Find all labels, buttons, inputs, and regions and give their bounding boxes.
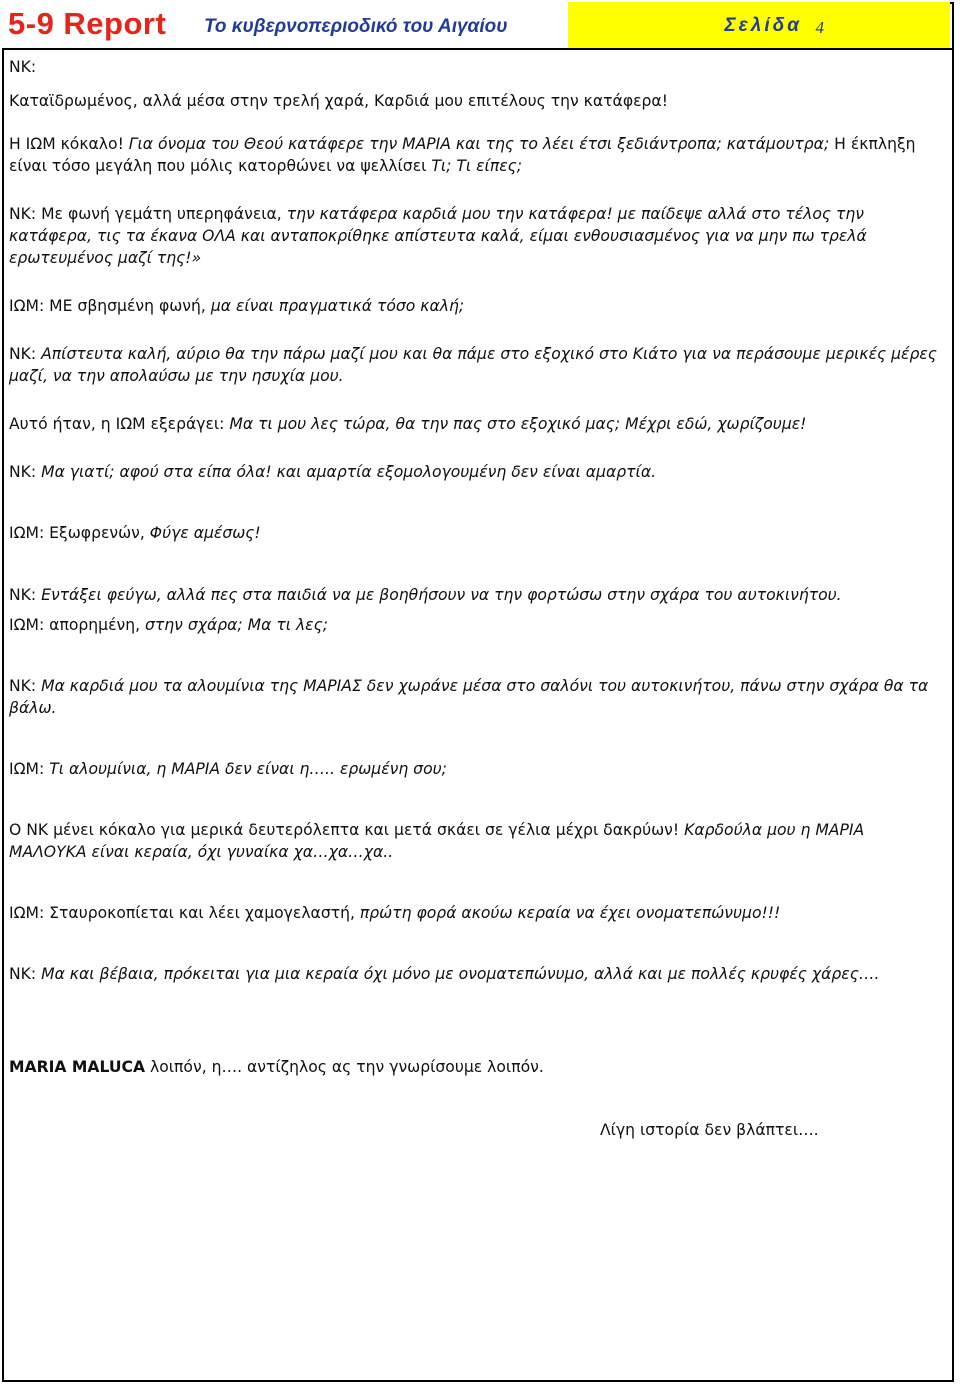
page-number: 4 [815, 18, 824, 37]
paragraph-text: ΝΚ: [9, 677, 42, 695]
paragraph-text: ΙΩΜ: Εξωφρενών, [9, 524, 150, 542]
paragraph-italic: Για όνομα του Θεού κατάφερε την ΜΑΡΙΑ και της το λέει έτσι ξεδιάντροπα; κατάμουτρα; [128, 135, 830, 153]
closing-line [9, 1119, 944, 1141]
paragraph-text: Η έκπληξη είναι τόσο μεγάλη που μόλις κατορθώνει να ψελλίσει [9, 135, 916, 175]
paragraph-text: Αυτό ήταν, η ΙΩΜ εξεράγει: [9, 415, 230, 433]
paragraph-text: Καταϊδρωμένος, αλλά μέσα στην τρελή χαρά, Καρδιά μου επιτέλους την κατάφερα! [9, 92, 668, 110]
paragraph-text: ΝΚ: [9, 965, 42, 983]
paragraph [9, 584, 944, 606]
paragraph-italic: Φύγε αμέσως! [149, 524, 261, 542]
paragraph-text: ΙΩΜ: ΜΕ σβησμένη φωνή, [9, 297, 211, 315]
paragraph-bold: MARIA MALUCA [9, 1058, 146, 1076]
paragraph [9, 963, 944, 985]
paragraph [9, 614, 944, 636]
paragraph [9, 819, 944, 863]
paragraph [9, 203, 944, 269]
publication-title: 5-9 Report [8, 6, 167, 41]
article-body [9, 56, 944, 1141]
paragraph [9, 295, 944, 317]
paragraph-text: Η ΙΩΜ κόκαλο! [9, 135, 129, 153]
paragraph-italic: Εντάξει φεύγω, αλλά πες στα παιδιά να με βοηθήσουν να την φορτώσω στην σχάρα του αυτοκινήτου. [41, 586, 842, 604]
paragraph-italic: Μα γιατί; αφού στα είπα όλα! και αμαρτία εξομολογουμένη δεν είναι αμαρτία. [41, 463, 657, 481]
paragraph-text: Ο ΝΚ μένει κόκαλο για μερικά δευτερόλεπτα και μετά σκάει σε γέλια μέχρι δακρύων! [9, 821, 685, 839]
paragraph-text: ΝΚ: [9, 345, 42, 363]
header-title-area [2, 2, 568, 48]
paragraph-text: ΙΩΜ: Σταυροκοπίεται και λέει χαμογελαστή, [9, 904, 360, 922]
paragraph-italic: Τι; Τι είπες; [431, 157, 523, 175]
paragraph-text: ΝΚ: [9, 586, 42, 604]
paragraph [9, 90, 944, 112]
paragraph-italic: Τι αλουμίνια, η ΜΑΡΙΑ δεν είναι η….. ερωμένη σου; [49, 760, 447, 778]
paragraph [9, 675, 944, 719]
paragraph-italic: πρώτη φορά ακούω κεραία να έχει ονοματεπώνυμο!!! [359, 904, 781, 922]
paragraph [9, 56, 944, 78]
paragraph [9, 343, 944, 387]
paragraph-italic: Μα και βέβαια, πρόκειται για μια κεραία όχι μόνο με ονοματεπώνυμο, αλλά και με πολλές κρυφές χάρες…. [41, 965, 880, 983]
paragraph [9, 133, 944, 177]
page-header [2, 2, 954, 50]
paragraph-text: ΝΚ: Με φωνή γεμάτη υπερηφάνεια, [9, 205, 287, 223]
paragraph [9, 413, 944, 435]
paragraph-text: λοιπόν, η…. αντίζηλος ας την γνωρίσουμε λοιπόν. [145, 1058, 544, 1076]
page-label: Σελίδα [724, 15, 802, 36]
paragraph-italic: την κατάφερα καρδιά μου την κατάφερα! με παίδεψε αλλά στο τέλος την κατάφερα, τις τα έκανα ΟΛΑ και ανταποκρίθηκε απίστευτα καλά, είμαι ενθουσιασμένος για να μην πω τρελά ερωτευμένος μαζί της!» [9, 205, 867, 267]
paragraph-italic: Μα καρδιά μου τα αλουμίνια της ΜΑΡΙΑΣ δεν χωράνε μέσα στο σαλόνι του αυτοκινήτου, πάνω στην σχάρα θα τα βάλω. [9, 677, 929, 717]
paragraph-text: Λίγη ιστορία δεν βλάπτει…. [600, 1121, 819, 1139]
paragraph [9, 902, 944, 924]
publication-subtitle: Το κυβερνοπεριοδικό του Αιγαίου [204, 16, 508, 37]
paragraph [9, 461, 944, 483]
paragraph-text: ΝΚ: [9, 463, 42, 481]
paragraph-text: ΙΩΜ: [9, 760, 50, 778]
paragraph-text: ΙΩΜ: απορημένη, [9, 616, 146, 634]
paragraph [9, 758, 944, 780]
paragraph-italic: στην σχάρα; Μα τι λες; [145, 616, 329, 634]
paragraph [9, 1056, 944, 1078]
speaker-label: ΝΚ: [9, 58, 37, 76]
paragraph [9, 522, 944, 544]
paragraph-italic: Μα τι μου λες τώρα, θα την πας στο εξοχικό μας; Μέχρι εδώ, χωρίζουμε! [229, 415, 807, 433]
paragraph-italic: Καρδούλα μου η ΜΑΡΙΑ ΜΑΛΟΥΚΑ είναι κεραία, όχι γυναίκα χα…χα…χα.. [9, 821, 865, 861]
paragraph-italic: μα είναι πραγματικά τόσο καλή; [210, 297, 465, 315]
header-page-area [568, 2, 950, 48]
paragraph-italic: Απίστευτα καλή, αύριο θα την πάρω μαζί μου και θα πάμε στο εξοχικό στο Κιάτο για να περάσουμε μερικές μέρες μαζί, να την απολαύσω με την ησυχία μου. [9, 345, 937, 385]
